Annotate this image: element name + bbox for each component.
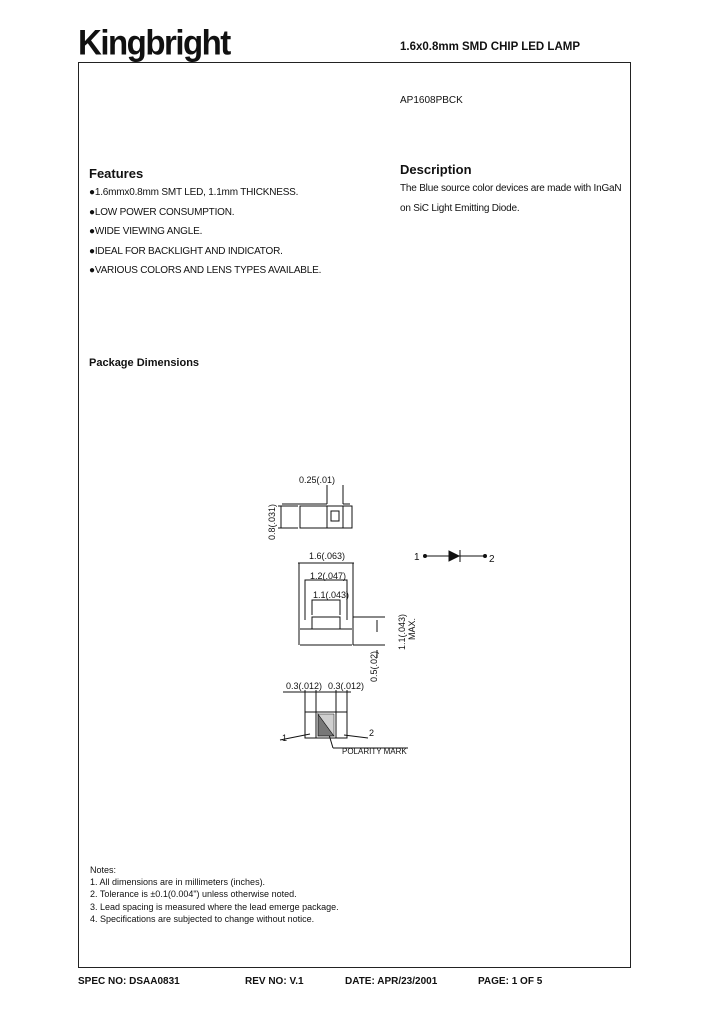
polarity-mark-label: POLARITY MARK xyxy=(342,747,407,756)
features-heading: Features xyxy=(89,166,144,181)
part-number: AP1608PBCK xyxy=(400,95,463,106)
document-date: DATE: APR/23/2001 xyxy=(345,976,438,987)
bottom-view xyxy=(280,690,408,748)
symbol-pin-1: 1 xyxy=(414,552,420,563)
revision-number: REV NO: V.1 xyxy=(245,976,304,987)
note-item: 1. All dimensions are in millimeters (inches). xyxy=(90,877,266,888)
page-number: PAGE: 1 OF 5 xyxy=(478,976,543,987)
dim-top-height: 0.8(.031) xyxy=(267,503,277,540)
top-view-body xyxy=(300,506,352,528)
description-heading: Description xyxy=(400,162,472,177)
dim-pad-height: 0.5(.02) xyxy=(369,650,379,682)
notes xyxy=(90,864,339,925)
kingbright-logo: Kingbright xyxy=(78,22,230,62)
spec-number: SPEC NO: DSAA0831 xyxy=(78,976,180,987)
dim-height: 1.1(.043) xyxy=(397,613,407,650)
package-dimensions-heading: Package Dimensions xyxy=(89,357,200,369)
side-view-lens xyxy=(312,617,340,629)
note-item: 3. Lead spacing is measured where the lead emerge package. xyxy=(90,901,339,912)
feature-item: ●IDEAL FOR BACKLIGHT AND INDICATOR. xyxy=(89,245,283,257)
top-view xyxy=(278,485,352,528)
document-title: 1.6x0.8mm SMD CHIP LED LAMP xyxy=(400,41,581,53)
note-item: 2. Tolerance is ±0.1(0.004") unless otherwise noted. xyxy=(90,889,297,900)
feature-item: ●WIDE VIEWING ANGLE. xyxy=(89,226,203,237)
symbol-pin-2: 2 xyxy=(489,554,495,565)
dim-lens-width: 1.1(.043) xyxy=(313,590,350,600)
dim-pad-right: 0.3(.012) xyxy=(328,681,365,691)
feature-item: ●1.6mmx0.8mm SMT LED, 1.1mm THICKNESS. xyxy=(89,187,299,198)
diode-symbol xyxy=(424,550,487,562)
description-line: The Blue source color devices are made with InGaN xyxy=(400,183,622,194)
dim-body-width: 1.2(.047) xyxy=(310,571,347,581)
dim-overall-width: 1.6(.063) xyxy=(309,551,346,561)
dim-height-max: MAX. xyxy=(407,617,417,640)
dim-top-width: 0.25(.01) xyxy=(299,475,336,485)
note-item: 4. Specifications are subjected to change without notice. xyxy=(90,913,315,924)
top-view-chip xyxy=(331,511,339,521)
notes-heading: Notes: xyxy=(90,865,117,875)
feature-item: ●LOW POWER CONSUMPTION. xyxy=(89,206,235,218)
description-line: on SiC Light Emitting Diode. xyxy=(400,202,520,214)
pin-1-label: 1 xyxy=(282,733,288,743)
dim-pad-left: 0.3(.012) xyxy=(286,681,323,691)
feature-item: ●VARIOUS COLORS AND LENS TYPES AVAILABLE. xyxy=(89,265,322,276)
pin-2-label: 2 xyxy=(369,728,375,738)
